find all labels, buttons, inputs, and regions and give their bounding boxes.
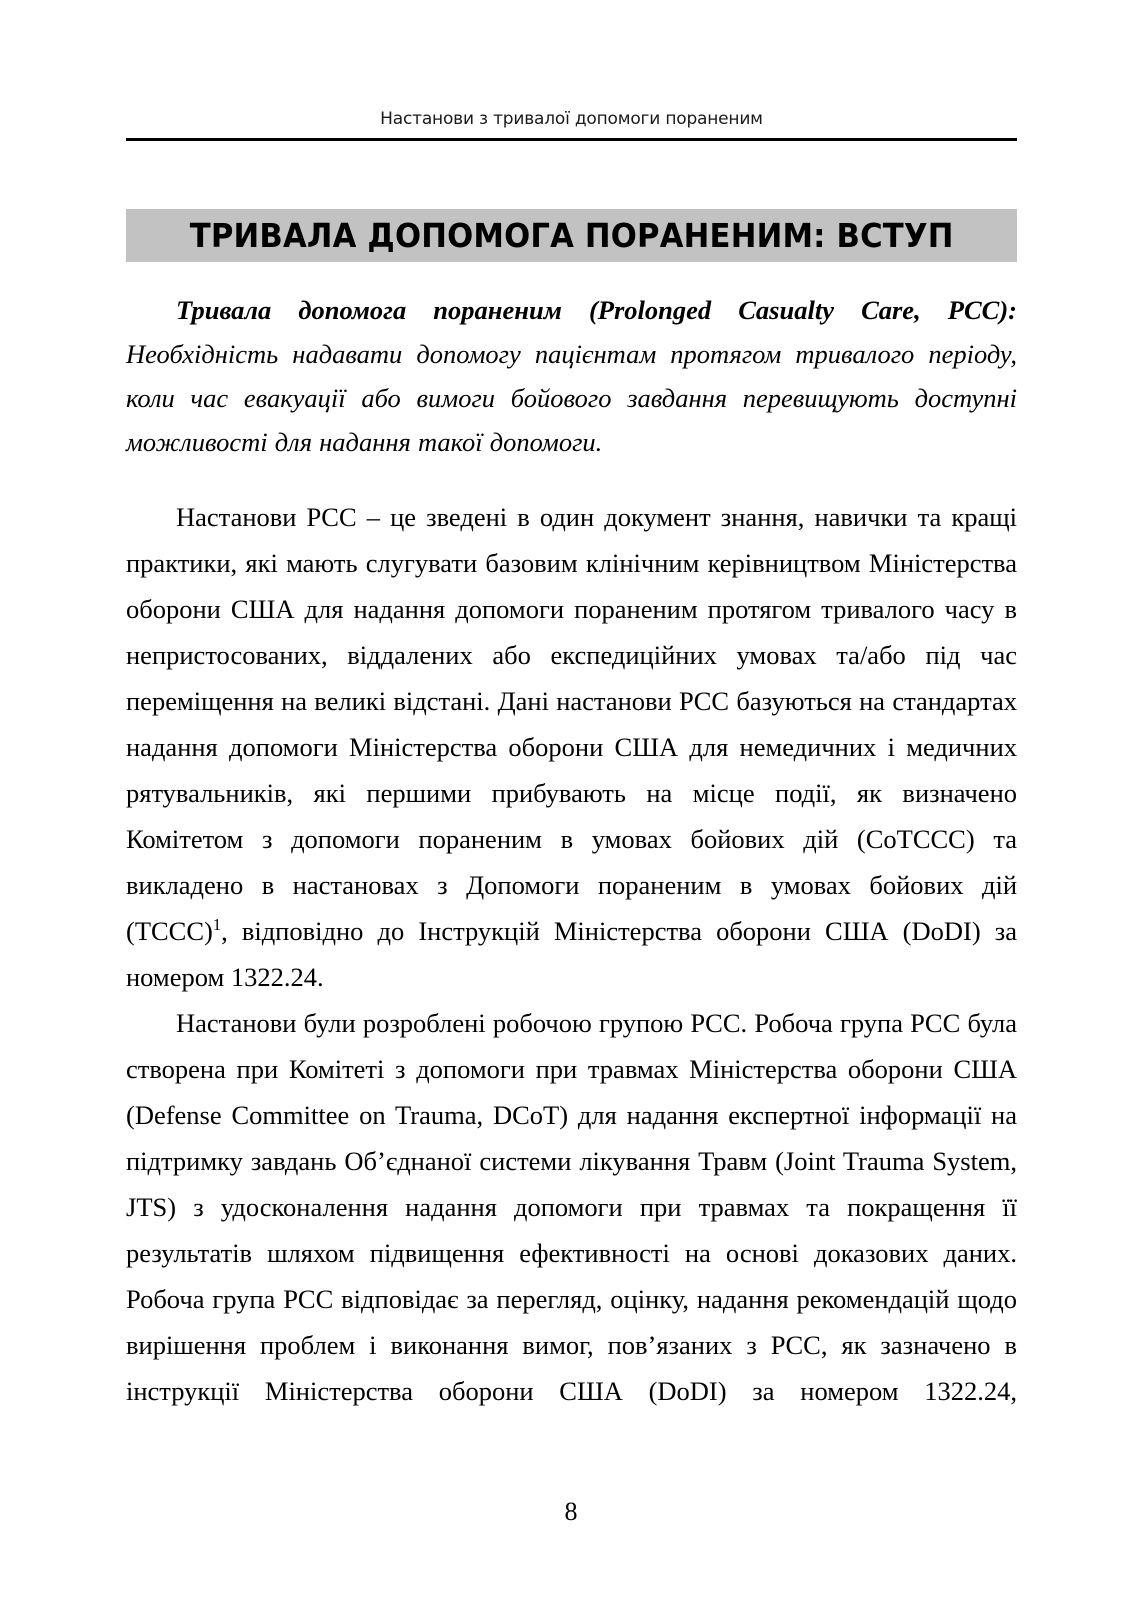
header-rule [126,138,1017,141]
section-title-text: ТРИВАЛА ДОПОМОГА ПОРАНЕНИМ: ВСТУП [189,216,954,255]
paragraph-pcc-guidelines [126,494,1017,1000]
section-title-band [126,209,1017,262]
paragraph-working-group [126,1000,1017,1460]
paragraph-text-part1: Настанови PCC – це зведені в один документ знання, навички та кращі практики, які мають слугувати базовим клінічним керівництвом Міністерства оборони США для надання допомоги пораненим протягом тривалого часу в непристосованих, віддалених або експедиційних умовах та/або під час переміщення на великі відстані. Дані настанови PCC базуються на стандартах надання допомоги Міністерства оборони США для немедичних і медичних рятувальників, які першими прибувають на місце події, як визначено Комітетом з допомоги пораненим в умовах бойових дій (CoTCCC) та викладено в настановах з Допомоги пораненим в умовах бойових дій (TCCC) [126,502,1017,946]
running-head: Настанови з тривалої допомоги пораненим [380,109,763,129]
paragraph-text: Настанови були розроблені робочою групою PCC. Робоча група PCC була створена при Комітеті з допомоги при травмах Міністерства оборони США (Defense Committee on Trauma, DCoT) для надання експертної інформації на підтримку завдань Об’єднаної системи лікування Травм (Joint Trauma System, JTS) з удосконалення надання допомоги при травмах та покращення її результатів шляхом підвищення ефективності на основі доказових даних. Робоча група PCC відповідає за перегляд, оцінку, надання рекомендацій щодо вирішення проблем і виконання вимог, пов’язаних з PCC, як зазначено в інструкції Міністерства оборони США (DoDI) за номером 1322.24, [126,1008,1017,1406]
paragraph-text-part2: , відповідно до Інструкцій Міністерства оборони США (DoDI) за номером 1322.24. [126,916,1017,992]
footnote-marker[interactable]: 1 [212,915,222,935]
definition-paragraph [126,288,1017,464]
text-column [126,288,1017,1460]
page-number: 8 [564,1497,578,1526]
definition-term: Тривала допомога пораненим (Prolonged Casualty Care, PCC): [176,295,1017,325]
definition-text: Необхідність надавати допомогу пацієнтам протягом тривалого періоду, коли час евакуації або вимоги бойового завдання перевищують доступні можливості для надання такої допомоги. [126,339,1017,457]
